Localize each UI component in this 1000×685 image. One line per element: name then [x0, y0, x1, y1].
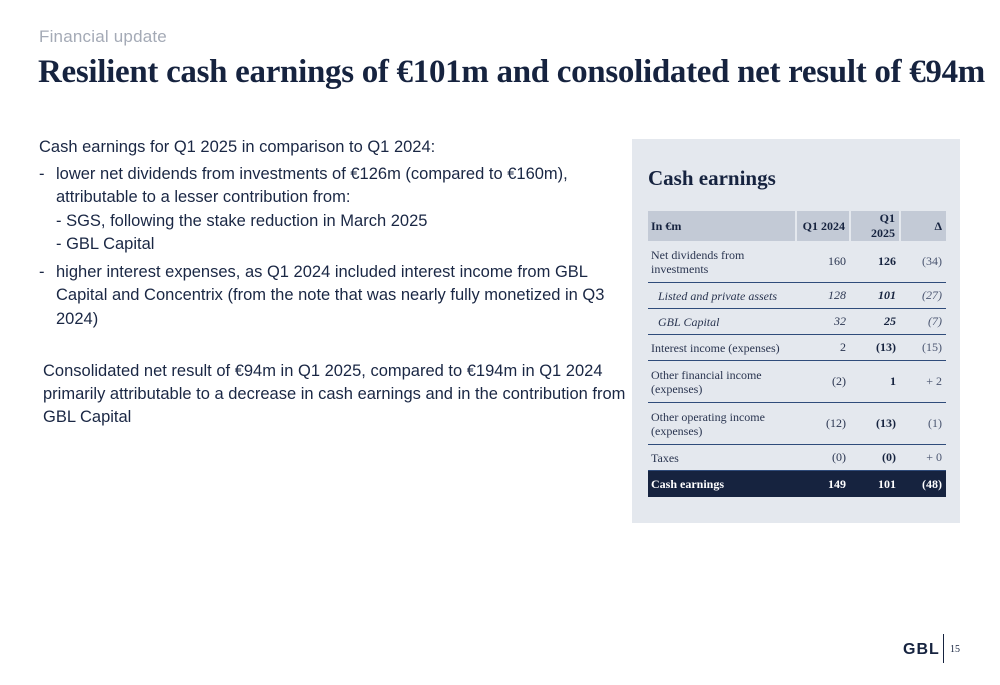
cell-q1-2025: (13) — [850, 403, 900, 445]
cell-q1-2025: (13) — [850, 335, 900, 361]
cell-q1-2024: 2 — [796, 335, 850, 361]
cell-q1-2024: (12) — [796, 403, 850, 445]
table-row — [648, 241, 946, 283]
table-row — [648, 283, 946, 309]
panel-title: Cash earnings — [648, 166, 776, 190]
cash-earnings-table — [648, 211, 946, 497]
cell-q1-2025: 25 — [850, 309, 900, 335]
table-row — [648, 445, 946, 471]
page-title: Resilient cash earnings of €101m and consolidated net result of €94m — [38, 54, 985, 90]
section-kicker: Financial update — [39, 27, 167, 46]
table-row — [648, 335, 946, 361]
bullet-text: lower net dividends from investments of €126m (compared to €160m), attributable to a lesser contribution from: — [56, 164, 568, 206]
bullet-dash: - — [39, 164, 45, 183]
cell-q1-2024: 128 — [796, 283, 850, 309]
cell-q1-2024: 32 — [796, 309, 850, 335]
cell-delta: + 2 — [900, 361, 946, 403]
sub-bullet-sgs: - SGS, following the stake reduction in March 2025 — [56, 211, 428, 230]
net-result-paragraph: Consolidated net result of €94m in Q1 2025, compared to €194m in Q1 2024 primarily attributable to a decrease in cash earnings and in the contribution from GBL Capital — [43, 362, 626, 426]
bullet-interest — [39, 261, 624, 332]
cell-q1-2025: 1 — [850, 361, 900, 403]
cell-delta: (15) — [900, 335, 946, 361]
cell-delta: (34) — [900, 241, 946, 283]
cell-delta: (27) — [900, 283, 946, 309]
cell-q1-2025: (0) — [850, 445, 900, 471]
table-row — [648, 361, 946, 403]
bullet-dash: - — [39, 262, 45, 281]
page-number: 15 — [950, 644, 960, 655]
footer-divider — [943, 634, 944, 663]
table-total-row — [648, 471, 946, 498]
table-header-row — [648, 211, 946, 241]
bullet-text: higher interest expenses, as Q1 2024 included interest income from GBL Capital and Concentrix (from the note that was nearly fully monetized in Q3 2024) — [56, 262, 605, 328]
row-label: Cash earnings — [648, 471, 796, 498]
left-column — [39, 136, 624, 335]
row-label: Net dividends from investments — [648, 241, 796, 283]
row-label: Listed and private assets — [648, 283, 796, 309]
column-header-q1-2024: Q1 2024 — [796, 211, 850, 241]
cell-delta: (1) — [900, 403, 946, 445]
cell-q1-2024: 149 — [796, 471, 850, 498]
row-label: Other operating income (expenses) — [648, 403, 796, 445]
cell-q1-2024: (0) — [796, 445, 850, 471]
row-label: Interest income (expenses) — [648, 335, 796, 361]
intro-text: Cash earnings for Q1 2025 in comparison to Q1 2024: — [39, 138, 436, 156]
cell-delta: + 0 — [900, 445, 946, 471]
sub-bullet-gbl-capital: - GBL Capital — [56, 235, 155, 253]
cell-delta: (7) — [900, 309, 946, 335]
cell-q1-2025: 101 — [850, 471, 900, 498]
cell-q1-2024: 160 — [796, 241, 850, 283]
column-header-unit: In €m — [648, 211, 796, 241]
gbl-logo: GBL — [903, 641, 940, 658]
column-header-delta: Δ — [900, 211, 946, 241]
column-header-q1-2025: Q1 2025 — [850, 211, 900, 241]
table-row — [648, 309, 946, 335]
cell-delta: (48) — [900, 471, 946, 498]
cell-q1-2025: 126 — [850, 241, 900, 283]
cell-q1-2025: 101 — [850, 283, 900, 309]
row-label: Taxes — [648, 445, 796, 471]
cell-q1-2024: (2) — [796, 361, 850, 403]
table-row — [648, 403, 946, 445]
cash-earnings-panel — [632, 139, 960, 523]
bullet-dividends — [39, 163, 624, 257]
row-label: GBL Capital — [648, 309, 796, 335]
row-label: Other financial income (expenses) — [648, 361, 796, 403]
